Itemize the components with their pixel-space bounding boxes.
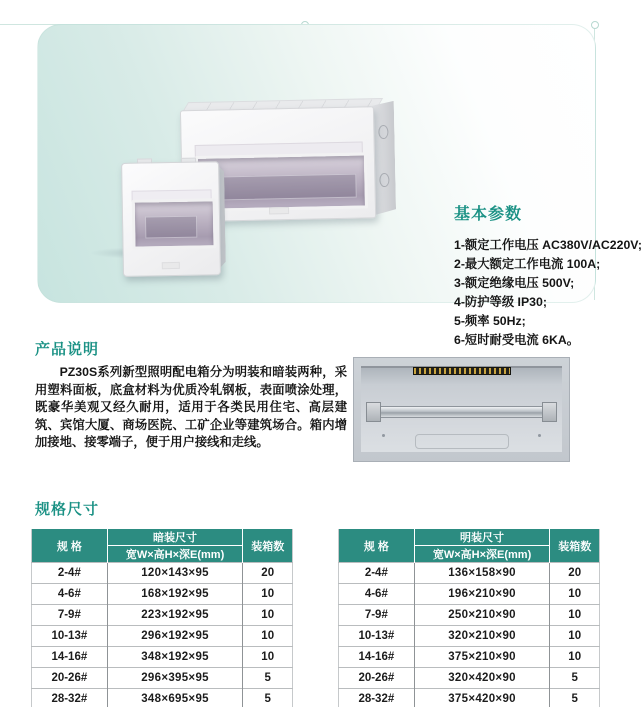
brand-sticker	[162, 262, 180, 269]
table-row	[339, 563, 600, 584]
table-row	[32, 626, 293, 647]
dims-cell: 296×395×95	[107, 668, 243, 689]
table-row	[339, 647, 600, 668]
col-header-spec: 规 格	[32, 529, 108, 563]
col-header-spec: 规 格	[339, 529, 415, 563]
dims-cell: 320×210×90	[414, 626, 550, 647]
qty-cell: 10	[550, 584, 600, 605]
basic-param-item: 2-最大额定工作电流 100A;	[454, 257, 601, 271]
table-row	[339, 584, 600, 605]
rail-bracket	[542, 402, 557, 422]
col-header-group: 明装尺寸	[414, 529, 550, 546]
brand-sticker	[269, 207, 289, 214]
spec-cell: 20-26#	[32, 668, 108, 689]
dims-cell: 168×192×95	[107, 584, 243, 605]
knockout-hole	[379, 173, 389, 187]
dims-cell: 375×210×90	[414, 647, 550, 668]
table-row	[339, 626, 600, 647]
col-header-qty: 装箱数	[243, 529, 293, 563]
product-photo-small-box	[121, 158, 226, 277]
dims-cell: 136×158×90	[414, 563, 550, 584]
table-row	[339, 689, 600, 707]
rail-bracket	[366, 402, 381, 422]
table-row	[32, 689, 293, 707]
basic-param-item: 4-防护等级 IP30;	[454, 295, 547, 309]
basic-param-item: 5-频率 50Hz;	[454, 314, 526, 328]
screw-dot	[382, 434, 385, 437]
knockout-outline	[415, 434, 509, 449]
spec-cell: 14-16#	[339, 647, 415, 668]
qty-cell: 10	[243, 647, 293, 668]
dims-cell: 375×420×90	[414, 689, 550, 707]
table-row	[32, 584, 293, 605]
basic-params-list	[454, 236, 640, 350]
qty-cell: 20	[550, 563, 600, 584]
dims-cell: 348×695×95	[107, 689, 243, 707]
basic-params-title: 基本参数	[454, 206, 523, 223]
qty-cell: 5	[243, 689, 293, 707]
spec-cell: 20-26#	[339, 668, 415, 689]
qty-cell: 10	[550, 605, 600, 626]
table-row	[339, 605, 600, 626]
basic-param-item: 3-额定绝缘电压 500V;	[454, 276, 575, 290]
col-header-group: 暗装尺寸	[107, 529, 243, 546]
small-box-window-recess	[145, 216, 197, 239]
table-row	[32, 668, 293, 689]
dims-cell: 223×192×95	[107, 605, 243, 626]
dims-cell: 320×420×90	[414, 668, 550, 689]
qty-cell: 5	[243, 668, 293, 689]
spec-cell: 28-32#	[32, 689, 108, 707]
qty-cell: 10	[243, 584, 293, 605]
specs-table-surface	[338, 529, 600, 707]
screw-dot	[538, 434, 541, 437]
product-desc-title: 产品说明	[35, 341, 100, 358]
qty-cell: 20	[243, 563, 293, 584]
basic-param-item: 6-短时耐受电流 6KA。	[454, 333, 580, 347]
dims-cell: 196×210×90	[414, 584, 550, 605]
spec-cell: 2-4#	[32, 563, 108, 584]
spec-cell: 7-9#	[32, 605, 108, 626]
basic-params-section	[454, 201, 640, 350]
spec-cell: 14-16#	[32, 647, 108, 668]
qty-cell: 10	[243, 605, 293, 626]
table-row	[32, 605, 293, 626]
knockout-hole	[378, 125, 388, 139]
qty-cell: 5	[550, 689, 600, 707]
dims-cell: 250×210×90	[414, 605, 550, 626]
basic-param-item: 1-额定工作电压 AC380V/AC220V;	[454, 238, 642, 252]
hero-gradient-panel	[37, 24, 642, 347]
table-row	[339, 668, 600, 689]
large-box-window-recess	[206, 174, 356, 201]
small-box-smoked-window	[132, 198, 217, 249]
col-header-dims: 宽W×高H×深E(mm)	[414, 546, 550, 563]
col-header-qty: 装箱数	[550, 529, 600, 563]
terminal-strip	[413, 367, 511, 375]
specs-table-concealed	[31, 529, 293, 707]
spec-cell: 7-9#	[339, 605, 415, 626]
spec-cell: 10-13#	[32, 626, 108, 647]
col-header-dims: 宽W×高H×深E(mm)	[107, 546, 243, 563]
spec-cell: 2-4#	[339, 563, 415, 584]
small-box-front-face	[121, 161, 221, 277]
spec-cell: 4-6#	[32, 584, 108, 605]
qty-cell: 10	[550, 647, 600, 668]
spec-cell: 4-6#	[339, 584, 415, 605]
interior-photo	[353, 357, 570, 462]
din-rail	[370, 406, 553, 418]
dims-cell: 296×192×95	[107, 626, 243, 647]
qty-cell: 10	[550, 626, 600, 647]
dims-cell: 348×192×95	[107, 647, 243, 668]
qty-cell: 10	[243, 626, 293, 647]
spec-cell: 10-13#	[339, 626, 415, 647]
decor-ring-icon	[591, 21, 599, 29]
product-desc-paragraph: PZ30S系列新型照明配电箱分为明装和暗装两种，采用塑料面板，底盒材料为优质冷轧钢板，表面喷涂处理，既豪华美观又经久耐用，适用于各类民用住宅、高层建筑、宾馆大厦、商场医院、工矿企业等建筑场合。箱内增加接地、接零端子，便于用户接线和走线。	[35, 365, 347, 449]
specs-title: 规格尺寸	[35, 501, 100, 518]
table-row	[32, 647, 293, 668]
table-row	[32, 563, 293, 584]
spec-cell: 28-32#	[339, 689, 415, 707]
qty-cell: 5	[550, 668, 600, 689]
dims-cell: 120×143×95	[107, 563, 243, 584]
